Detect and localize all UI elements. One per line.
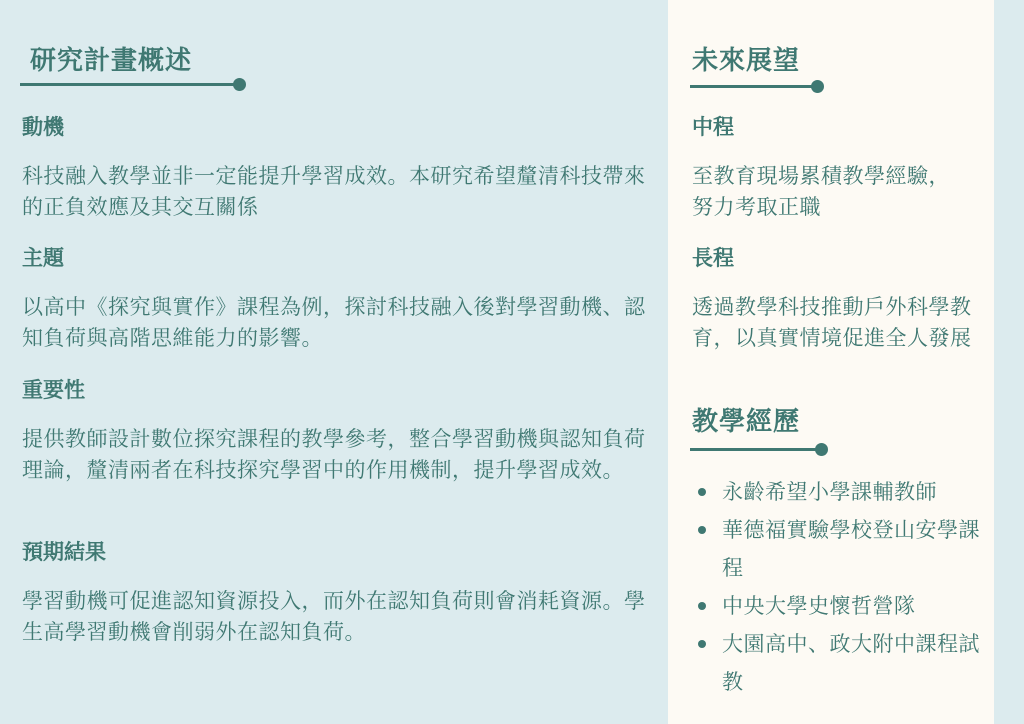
experience-item-text: 大園高中、政大附中課程試教 bbox=[722, 632, 980, 694]
bullet-icon bbox=[698, 526, 706, 534]
research-title-underline bbox=[20, 83, 240, 86]
list-item bbox=[694, 587, 980, 625]
midterm-text: 至教育現場累積教學經驗，努力考取正職 bbox=[692, 164, 950, 219]
motivation-heading: 動機 bbox=[22, 115, 64, 139]
list-item bbox=[694, 473, 980, 511]
midterm-heading: 中程 bbox=[692, 115, 734, 139]
longterm-text: 透過教學科技推動戶外科學教育，以真實情境促進全人發展 bbox=[692, 295, 972, 350]
experience-title: 教學經歷 bbox=[692, 407, 801, 437]
expected-results-text: 學習動機可促進認知資源投入，而外在認知負荷則會消耗資源。學生高學習動機會削弱外在認知負荷。 bbox=[22, 589, 646, 644]
bullet-icon bbox=[698, 488, 706, 496]
topic-text: 以高中《探究與實作》課程為例，探討科技融入後對學習動機、認知負荷與高階思維能力的影響。 bbox=[22, 295, 646, 350]
experience-title-underline bbox=[690, 448, 822, 451]
right-edge-strip bbox=[994, 0, 1024, 724]
experience-list bbox=[694, 473, 980, 701]
future-title-underline bbox=[690, 85, 818, 88]
research-title: 研究計畫概述 bbox=[30, 46, 193, 76]
bullet-icon bbox=[698, 640, 706, 648]
list-item bbox=[694, 511, 980, 587]
importance-heading: 重要性 bbox=[22, 378, 85, 402]
experience-item-text: 華德福實驗學校登山安學課程 bbox=[722, 518, 980, 580]
motivation-text: 科技融入教學並非一定能提升學習成效。本研究希望釐清科技帶來的正負效應及其交互關係 bbox=[22, 164, 646, 219]
experience-item-text: 中央大學史懷哲營隊 bbox=[722, 594, 916, 618]
topic-heading: 主題 bbox=[22, 246, 64, 270]
importance-text: 提供教師設計數位探究課程的教學參考，整合學習動機與認知負荷理論，釐清兩者在科技探究學習中的作用機制，提升學習成效。 bbox=[22, 427, 646, 482]
bullet-icon bbox=[698, 602, 706, 610]
experience-item-text: 永齡希望小學課輔教師 bbox=[722, 480, 937, 504]
list-item bbox=[694, 625, 980, 701]
expected-results-heading: 預期結果 bbox=[22, 540, 106, 564]
longterm-heading: 長程 bbox=[692, 246, 734, 270]
future-title: 未來展望 bbox=[692, 46, 801, 76]
